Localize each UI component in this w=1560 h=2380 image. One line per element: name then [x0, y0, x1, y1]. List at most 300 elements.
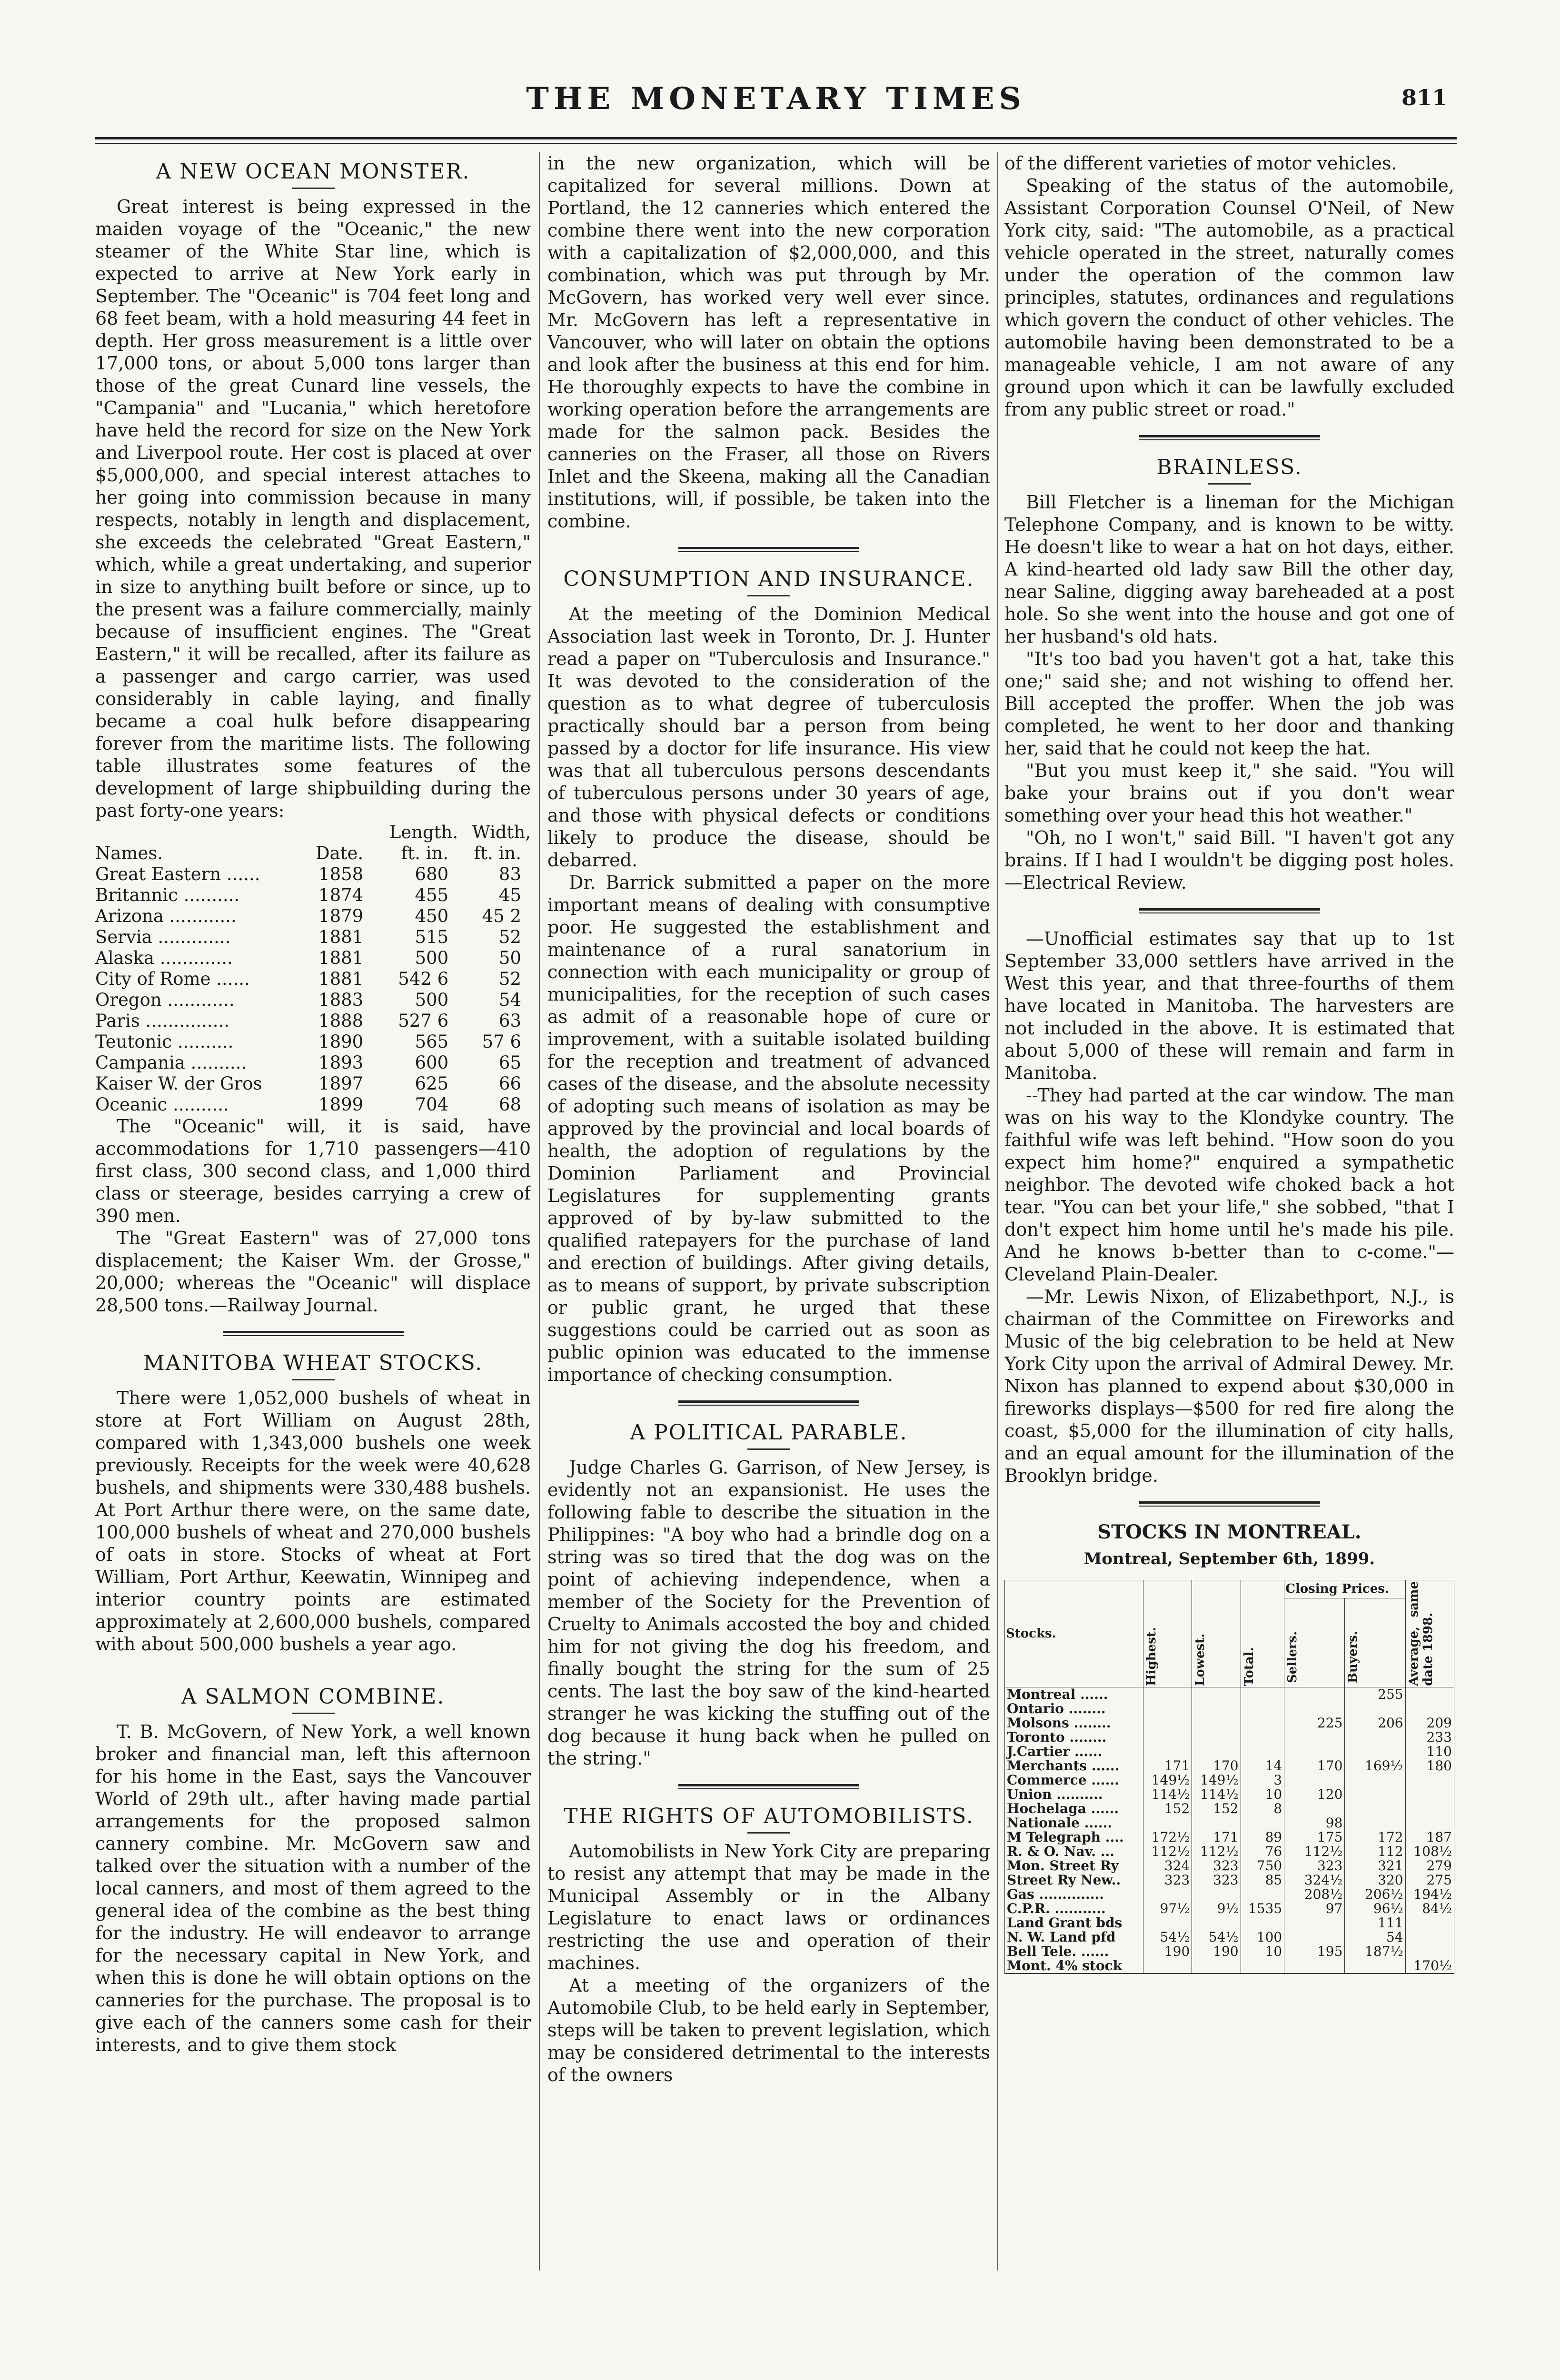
table-row: [95, 969, 531, 990]
stocks-date-line: Montreal, September 6th, 1899.: [1083, 1549, 1375, 1568]
stock-cell-high: [1143, 1702, 1192, 1716]
stock-cell-avg: 84½: [1405, 1902, 1454, 1916]
stock-cell-buyers: [1345, 1787, 1405, 1802]
stock-cell-total: [1241, 1730, 1284, 1745]
table-row: [1005, 1773, 1454, 1787]
stock-cell-low: [1192, 1730, 1241, 1745]
ship-name: Kaiser W. der Gros: [95, 1073, 262, 1094]
table-row: [95, 906, 531, 927]
ship-length: 455: [415, 885, 449, 905]
stock-cell-high: [1143, 1687, 1192, 1702]
stock-cell-total: [1241, 1887, 1284, 1902]
column-divider: [539, 152, 540, 2271]
table-row: [1005, 1959, 1454, 1973]
column-header: ft. in.: [401, 843, 449, 863]
stock-cell-buyers: [1345, 1745, 1405, 1759]
stock-cell-total: 100: [1241, 1930, 1284, 1944]
stock-cell-name: Ontario ........: [1005, 1702, 1143, 1716]
column-header: [1241, 1580, 1284, 1687]
column-header: Date.: [315, 843, 364, 863]
stock-cell-sellers: [1284, 1687, 1345, 1702]
ships-table: [95, 822, 531, 1115]
stock-cell-buyers: 255: [1345, 1687, 1405, 1702]
table-row: [1005, 1816, 1454, 1830]
stock-cell-sellers: 97: [1284, 1902, 1345, 1916]
table-row: [1005, 1859, 1454, 1873]
ship-date: 1881: [318, 948, 364, 968]
heading-dash: [292, 188, 335, 189]
stock-cell-high: 97½: [1143, 1902, 1192, 1916]
ship-name: Campania ..........: [95, 1052, 247, 1073]
column-header: [1143, 1580, 1192, 1687]
stock-cell-low: 149½: [1192, 1773, 1241, 1787]
ship-length: 500: [415, 948, 449, 968]
stock-cell-high: 190: [1143, 1944, 1192, 1959]
stock-cell-sellers: 175: [1284, 1830, 1345, 1844]
ship-width: 66: [498, 1073, 521, 1094]
article-heading-brainless: BRAINLESS.: [1156, 455, 1302, 479]
ship-width: 52: [498, 969, 521, 989]
stock-cell-total: 85: [1241, 1873, 1284, 1887]
ship-length: 704: [415, 1094, 449, 1115]
section-rule: [1139, 908, 1320, 911]
ship-name: City of Rome ......: [95, 969, 250, 989]
article-paragraph: in the new organization, which will be capitalized for several millions. Down at Portland, the 12 canneries which entered the combine there went into the new corporation with a capitalization of $2,000,000, and this combination, which was put through by Mr. McGovern, has worked very well ever since. Mr. McGovern has left a representative in Vancouver, who will later on obtain the options and look after the business at this end for him. He thoroughly expects to have the combine in working operation before the arrangements are made for the salmon pack. Besides the canneries on the Fraser, all those on Rivers Inlet and the Skeena, making all the Canadian institutions, will, if possible, be taken into the combine.: [547, 153, 990, 532]
ship-name: Oregon ............: [95, 990, 235, 1010]
stock-cell-low: [1192, 1816, 1241, 1830]
stock-cell-low: 323: [1192, 1873, 1241, 1887]
stock-cell-total: 8: [1241, 1802, 1284, 1816]
column-3: [1004, 152, 1454, 2271]
stock-cell-sellers: [1284, 1773, 1345, 1787]
ship-width: 57 6: [482, 1031, 521, 1052]
ship-width: 54: [498, 990, 521, 1010]
stock-cell-buyers: [1345, 1773, 1405, 1787]
stock-cell-name: Mon. Street Ry: [1005, 1859, 1143, 1873]
section-rule-thin: [223, 1335, 404, 1336]
table-header-row: [95, 843, 531, 864]
stock-cell-low: 114½: [1192, 1787, 1241, 1802]
column-header: Width,: [472, 822, 531, 843]
stock-cell-avg: 170½: [1405, 1959, 1454, 1973]
article-paragraph: "It's too bad you haven't got a hat, take this one;" said she; and not wishing to offend her. Bill accepted the proffer. When the job was completed, he went to her door and thanking her, said that he could not keep the hat.: [1004, 648, 1454, 759]
stock-cell-sellers: 208½: [1284, 1887, 1345, 1902]
ship-date: 1893: [318, 1052, 364, 1073]
stock-cell-low: 9½: [1192, 1902, 1241, 1916]
stock-cell-sellers: [1284, 1916, 1345, 1930]
article-paragraph: The "Great Eastern" was of 27,000 tons displacement; the Kaiser Wm. der Grosse," 20,000; whereas the "Oceanic" will displace 28,500 tons.—Railway Journal.: [95, 1228, 531, 1316]
stock-cell-low: [1192, 1702, 1241, 1716]
stock-cell-sellers: [1284, 1702, 1345, 1716]
table-row: [1005, 1802, 1454, 1816]
stock-cell-name: Molsons ........: [1005, 1716, 1143, 1730]
stock-cell-sellers: [1284, 1959, 1345, 1973]
article-paragraph: Bill Fletcher is a lineman for the Michigan Telephone Company, and is known to be witty. He doesn't like to wear a hat on hot days, either. A kind-hearted old lady saw Bill the other day, near Saline, digging away bareheaded at a post hole. So she went into the house and got one of her husband's old hats.: [1004, 492, 1454, 647]
stock-cell-total: [1241, 1745, 1284, 1759]
heading-dash: [292, 1379, 335, 1380]
stock-cell-name: Nationale ......: [1005, 1816, 1143, 1830]
stock-cell-avg: [1405, 1702, 1454, 1716]
article-paragraph: Great interest is being expressed in the maiden voyage of the "Oceanic," the new steamer of the White Star line, which is expected to arrive at New York early in September. The "Oceanic" is 704 feet long and 68 feet beam, with a hold measuring 44 feet in depth. Her gross measurement is a little over 17,000 tons, or about 5,000 tons larger than those of the great Cunard line vessels, the "Campania" and "Lucania," which heretofore have held the record for size on the New York and Liverpool route. Her cost is placed at over $5,000,000, and special interest attaches to her going into commission because in many respects, notably in length and displacement, she exceeds the celebrated "Great Eastern," which, while a great undertaking, and superior in size to anything built before or since, up to the present was a failure commercially, mainly because of insufficient engines. The "Great Eastern," it will be recalled, after its failure as a passenger and cargo carrier, was used considerably in cable laying, and finally became a coal hulk before disappearing forever from the maritime lists. The following table illustrates some features of the development of large shipbuilding during the past forty-one years:: [95, 196, 531, 821]
stock-cell-name: Commerce ......: [1005, 1773, 1143, 1787]
stock-cell-name: Union ..........: [1005, 1787, 1143, 1802]
stock-cell-high: 324: [1143, 1859, 1192, 1873]
heading-dash: [747, 1448, 790, 1450]
table-row: [1005, 1787, 1454, 1802]
section-rule: [1139, 435, 1320, 437]
ship-date: 1897: [318, 1073, 364, 1094]
table-row: [95, 990, 531, 1011]
stock-cell-high: 323: [1143, 1873, 1192, 1887]
ship-name: Great Eastern ......: [95, 864, 260, 884]
ship-date: 1899: [318, 1094, 364, 1115]
table-row: [1005, 1902, 1454, 1916]
stock-cell-name: Merchants ......: [1005, 1759, 1143, 1773]
ship-name: Britannic ..........: [95, 885, 240, 905]
stock-cell-high: [1143, 1816, 1192, 1830]
article-paragraph: "Oh, no I won't," said Bill. "I haven't got any brains. If I had I wouldn't be digging post holes.—Electrical Review.: [1004, 827, 1454, 893]
table-row: [95, 927, 531, 948]
stock-cell-high: 172½: [1143, 1830, 1192, 1844]
stock-cell-avg: [1405, 1816, 1454, 1830]
ship-date: 1888: [318, 1011, 364, 1031]
stock-cell-avg: 275: [1405, 1873, 1454, 1887]
section-rule: [678, 1400, 859, 1403]
publication-title: THE MONETARY TIMES: [526, 81, 1026, 117]
article-heading-salmon-combine: A SALMON COMBINE.: [181, 1685, 445, 1709]
stock-cell-high: [1143, 1887, 1192, 1902]
ship-name: Teutonic ..........: [95, 1031, 234, 1052]
table-row: [1005, 1687, 1454, 1702]
stock-cell-high: [1143, 1745, 1192, 1759]
ship-name: Servia .............: [95, 927, 231, 947]
table-row: [1005, 1844, 1454, 1859]
stock-cell-buyers: 96½: [1345, 1902, 1405, 1916]
article-paragraph: Judge Charles G. Garrison, of New Jersey, is evidently not an expansionist. He uses the following fable to describe the situation in the Philippines: "A boy who had a brindle dog on a string was so tired that the dog was on the point of achieving independence, when a member of the Society for the Prevention of Cruelty to Animals accosted the boy and chided him for not giving the dog his freedom, and finally bought the string for the sum of 25 cents. The last the boy saw of the kind-hearted stranger he was kicking the stuffing out of the dog because it hung back when he pulled on the string.": [547, 1457, 990, 1769]
table-row: [1005, 1916, 1454, 1930]
stock-cell-total: [1241, 1687, 1284, 1702]
stock-cell-low: 190: [1192, 1944, 1241, 1959]
section-rule-thin: [678, 1405, 859, 1406]
ship-date: 1881: [318, 969, 364, 989]
column-1: [95, 152, 531, 2271]
table-row: [1005, 1887, 1454, 1902]
stock-cell-sellers: 170: [1284, 1759, 1345, 1773]
stock-cell-name: Hochelaga ......: [1005, 1802, 1143, 1816]
section-rule: [678, 1784, 859, 1786]
stock-cell-buyers: 169½: [1345, 1759, 1405, 1773]
ship-width: 68: [498, 1094, 521, 1115]
stock-cell-sellers: 98: [1284, 1816, 1345, 1830]
table-row: [1005, 1730, 1454, 1745]
article-paragraph: At the meeting of the Dominion Medical Association last week in Toronto, Dr. J. Hunter read a paper on "Tuberculosis and Insurance." It was devoted to the consideration of the question as to what degree of tuberculosis practically should bar a person from being passed by a doctor for life insurance. His view was that all tuberculous persons descendants of tuberculous persons under 30 years of age, and those with physical defects or conditions likely to produce the disease, should be debarred.: [547, 604, 990, 871]
table-row: [1005, 1930, 1454, 1944]
stock-cell-avg: [1405, 1802, 1454, 1816]
stock-cell-buyers: 206: [1345, 1716, 1405, 1730]
stock-cell-avg: [1405, 1916, 1454, 1930]
article-heading-automobilists: THE RIGHTS OF AUTOMOBILISTS.: [564, 1804, 974, 1828]
header-rule-thin: [95, 143, 1457, 144]
section-rule-thin: [1139, 1506, 1320, 1507]
table-row: [95, 1052, 531, 1073]
article-heading-consumption: CONSUMPTION AND INSURANCE.: [563, 567, 974, 591]
stock-cell-avg: 187: [1405, 1830, 1454, 1844]
stock-cell-low: [1192, 1959, 1241, 1973]
table-row: [1005, 1759, 1454, 1773]
section-rule-thin: [1139, 912, 1320, 913]
stock-cell-high: 54½: [1143, 1930, 1192, 1944]
section-rule: [1139, 1501, 1320, 1504]
stock-cell-buyers: [1345, 1702, 1405, 1716]
article-heading-political-parable: A POLITICAL PARABLE.: [630, 1420, 908, 1445]
column-header: ft. in.: [474, 843, 521, 863]
stock-cell-buyers: [1345, 1816, 1405, 1830]
stock-cell-sellers: 112½: [1284, 1844, 1345, 1859]
stock-cell-buyers: [1345, 1730, 1405, 1745]
stock-cell-total: 89: [1241, 1830, 1284, 1844]
stock-cell-name: N. W. Land pfd: [1005, 1930, 1143, 1944]
article-paragraph: T. B. McGovern, of New York, a well known broker and financial man, left this afternoon for his home in the East, says the Vancouver World of 29th ult., after having made partial arrangements for the proposed salmon cannery combine. Mr. McGovern saw and talked over the situation with a number of the local canners, and most of them agreed to the general idea of the combine as the best thing for the industry. He will endeavor to arrange for the necessary capital in New York, and when this is done he will obtain options on the canneries for the purchase. The proposal is to give each of the canners some cash for their interests, and to give them stock: [95, 1721, 531, 2055]
header-total: Total.: [1242, 1647, 1256, 1686]
stocks-table: [1004, 1580, 1454, 1974]
ship-width: 63: [498, 1011, 521, 1031]
stock-cell-low: 54½: [1192, 1930, 1241, 1944]
stock-cell-total: [1241, 1959, 1284, 1973]
stock-cell-low: 112½: [1192, 1844, 1241, 1859]
stock-cell-high: 114½: [1143, 1787, 1192, 1802]
ship-length: 680: [415, 864, 449, 884]
section-rule-thin: [678, 551, 859, 552]
stock-cell-total: [1241, 1716, 1284, 1730]
heading-dash: [292, 1713, 335, 1714]
stock-cell-buyers: 320: [1345, 1873, 1405, 1887]
stock-cell-name: M Telegraph ....: [1005, 1830, 1143, 1844]
stock-cell-name: Land Grant bds: [1005, 1916, 1143, 1930]
stock-cell-total: 14: [1241, 1759, 1284, 1773]
stock-cell-avg: [1405, 1944, 1454, 1959]
stock-cell-name: Gas ..............: [1005, 1887, 1143, 1902]
header-sellers: Sellers.: [1285, 1631, 1300, 1683]
header-buyers: Buyers.: [1346, 1630, 1361, 1683]
ship-date: 1879: [318, 906, 364, 926]
ship-width: 83: [498, 864, 521, 884]
column-header: [1345, 1598, 1405, 1687]
stock-cell-low: 171: [1192, 1830, 1241, 1844]
table-row: [1005, 1716, 1454, 1730]
article-paragraph: Speaking of the status of the automobile, Assistant Corporation Counsel O'Neil, of New York city, said: "The automobile, as a practical vehicle operated in the street, naturally comes under the operation of the common law principles, statutes, ordinances and regulations which govern the conduct of other vehicles. The automobile having been demonstrated to be a manageable vehicle, I am not aware of any ground upon which it can be lawfully excluded from any public street or road.": [1004, 175, 1454, 420]
stock-cell-total: [1241, 1916, 1284, 1930]
table-row: [95, 1031, 531, 1052]
stock-cell-avg: 180: [1405, 1759, 1454, 1773]
stock-cell-sellers: [1284, 1745, 1345, 1759]
ship-date: 1890: [318, 1031, 364, 1052]
table-row: [1005, 1745, 1454, 1759]
header-average: Average, same date 1898.: [1406, 1581, 1435, 1686]
column-header: [1405, 1580, 1454, 1687]
page-number: 811: [1401, 85, 1447, 110]
stock-cell-total: 750: [1241, 1859, 1284, 1873]
ship-name: Alaska .............: [95, 948, 233, 968]
ship-width: 65: [498, 1052, 521, 1073]
ship-width: 52: [498, 927, 521, 947]
column-header: Stocks.: [1005, 1580, 1143, 1687]
stock-cell-avg: 108½: [1405, 1844, 1454, 1859]
header-highest: Highest.: [1144, 1627, 1159, 1686]
stock-cell-high: 112½: [1143, 1844, 1192, 1859]
article-paragraph: "But you must keep it," she said. "You will bake your brains out if you don't wear something over your head this hot weather.": [1004, 760, 1454, 826]
ship-name: Oceanic ..........: [95, 1094, 229, 1115]
stock-cell-name: Montreal ......: [1005, 1687, 1143, 1702]
heading-dash: [747, 595, 790, 596]
stock-cell-buyers: [1345, 1802, 1405, 1816]
table-row: [95, 864, 531, 885]
stock-cell-buyers: 54: [1345, 1930, 1405, 1944]
stock-cell-name: R. & O. Nav. ...: [1005, 1844, 1143, 1859]
section-rule: [678, 547, 859, 549]
stock-cell-name: Street Ry New..: [1005, 1873, 1143, 1887]
column-2: [547, 152, 990, 2271]
table-header-row: [1005, 1580, 1454, 1598]
stock-cell-low: [1192, 1687, 1241, 1702]
table-row: [1005, 1830, 1454, 1844]
stock-cell-avg: [1405, 1930, 1454, 1944]
stock-cell-buyers: 172: [1345, 1830, 1405, 1844]
ship-date: 1874: [318, 885, 364, 905]
ship-width: 45: [498, 885, 521, 905]
stock-cell-high: [1143, 1959, 1192, 1973]
stock-cell-low: 152: [1192, 1802, 1241, 1816]
ship-length: 450: [415, 906, 449, 926]
stock-cell-name: Bell Tele. ......: [1005, 1944, 1143, 1959]
ship-length: 500: [415, 990, 449, 1010]
stocks-heading: STOCKS IN MONTREAL.: [1097, 1521, 1361, 1543]
stock-cell-buyers: 112: [1345, 1844, 1405, 1859]
ship-length: 600: [415, 1052, 449, 1073]
stock-cell-name: Mont. 4% stock: [1005, 1959, 1143, 1973]
stock-cell-sellers: [1284, 1930, 1345, 1944]
section-rule-thin: [678, 1788, 859, 1789]
table-row: [95, 1073, 531, 1094]
article-paragraph: Automobilists in New York City are preparing to resist any attempt that may be made in the Municipal Assembly or in the Albany Legislature to enact laws or ordinances restricting the use and operation of their machines.: [547, 1841, 990, 1973]
column-header: Names.: [95, 843, 163, 863]
stock-cell-sellers: [1284, 1802, 1345, 1816]
stock-cell-buyers: [1345, 1959, 1405, 1973]
stock-cell-low: [1192, 1916, 1241, 1930]
stock-cell-avg: 233: [1405, 1730, 1454, 1745]
stock-cell-total: 1535: [1241, 1902, 1284, 1916]
news-item-klondyke: --They had parted at the car window. The man was on his way to the Klondyke country. The faithful wife was left behind. "How soon do you expect him home?" enquired a sympathetic neighbor. The devoted wife choked back a hot tear. "You can bet your life," she sobbed, "that I don't expect him home until he's made his pile. And he knows b-better than to c-come."—Cleveland Plain-Dealer.: [1004, 1085, 1454, 1285]
ship-date: 1883: [318, 990, 364, 1010]
column-header: [1284, 1598, 1345, 1687]
stock-cell-sellers: 225: [1284, 1716, 1345, 1730]
stock-cell-sellers: [1284, 1730, 1345, 1745]
stock-cell-buyers: 187½: [1345, 1944, 1405, 1959]
stock-cell-sellers: 323: [1284, 1859, 1345, 1873]
heading-dash: [747, 1832, 790, 1834]
stock-cell-total: [1241, 1702, 1284, 1716]
stock-cell-low: [1192, 1716, 1241, 1730]
ship-width: 45 2: [482, 906, 521, 926]
stock-cell-sellers: 195: [1284, 1944, 1345, 1959]
section-rule-thin: [1139, 439, 1320, 440]
stock-cell-total: 10: [1241, 1787, 1284, 1802]
stock-cell-buyers: 111: [1345, 1916, 1405, 1930]
column-header: Length.: [389, 822, 458, 843]
stock-cell-sellers: 120: [1284, 1787, 1345, 1802]
ship-length: 565: [415, 1031, 449, 1052]
ship-length: 542 6: [398, 969, 449, 989]
ship-length: 625: [415, 1073, 449, 1094]
column-header: Closing Prices.: [1284, 1580, 1405, 1598]
article-heading-ocean-monster: A NEW OCEAN MONSTER.: [156, 159, 470, 184]
stock-cell-high: [1143, 1916, 1192, 1930]
table-row: [95, 948, 531, 969]
table-row: [1005, 1873, 1454, 1887]
article-heading-wheat-stocks: MANITOBA WHEAT STOCKS.: [143, 1351, 483, 1375]
masthead: [95, 81, 1457, 133]
article-paragraph: The "Oceanic" will, it is said, have accommodations for 1,710 passengers—410 first class, 300 second class, and 1,000 third class or steerage, besides carrying a crew of 390 men.: [95, 1116, 531, 1226]
article-paragraph: At a meeting of the organizers of the Automobile Club, to be held early in September, steps will be taken to prevent legislation, which may be considered detrimental to the interests of the owners: [547, 1975, 990, 2085]
article-paragraph: Dr. Barrick submitted a paper on the more important means of dealing with consumptive poor. He suggested the establishment and maintenance of a rural sanatorium in connection with each municipality or group of municipalities, for the reception of such cases as admit of a reasonable hope of cure or improvement, with a suitable isolated building for the reception and treatment of advanced cases of the disease, and the absolute necessity of adopting such means of isolation as may be approved by the provincial and local boards of health, the adoption of regulations by the Dominion Parliament and Provincial Legislatures for supplementing grants approved of by by-law submitted to the qualified ratepayers for the purchase of land and erection of buildings. After giving details, as to means of support, by private subscription or public grant, he urged that these suggestions could be carried out as soon as public opinion was educated to the immense importance of checking consumption.: [547, 872, 990, 1385]
stock-cell-buyers: 206½: [1345, 1887, 1405, 1902]
stock-cell-high: 171: [1143, 1759, 1192, 1773]
stock-cell-sellers: 324½: [1284, 1873, 1345, 1887]
stock-cell-name: J.Cartier ......: [1005, 1745, 1143, 1759]
ship-width: 50: [498, 948, 521, 968]
ship-date: 1881: [318, 927, 364, 947]
table-header-row: [95, 822, 531, 843]
header-rule: [95, 137, 1457, 139]
stock-cell-name: C.P.R. ...........: [1005, 1902, 1143, 1916]
header-lowest: Lowest.: [1193, 1633, 1208, 1686]
stock-cell-avg: 110: [1405, 1745, 1454, 1759]
stock-cell-total: [1241, 1816, 1284, 1830]
ship-length: 527 6: [398, 1011, 449, 1031]
stock-cell-total: 10: [1241, 1944, 1284, 1959]
news-item-nixon: —Mr. Lewis Nixon, of Elizabethport, N.J., is chairman of the Committee on Fireworks and Music of the big celebration to be held at New York City upon the arrival of Admiral Dewey. Mr. Nixon has planned to expend about $30,000 in fireworks displays—$500 for red fire along the coast, $5,000 for the illumination of city halls, and an equal amount for the illumination of the Brooklyn bridge.: [1004, 1286, 1454, 1486]
column-divider: [997, 152, 998, 2271]
table-row: [1005, 1702, 1454, 1716]
stock-cell-avg: [1405, 1787, 1454, 1802]
stocks-table-body: [1005, 1687, 1454, 1974]
column-header: [1192, 1580, 1241, 1687]
stock-cell-buyers: 321: [1345, 1859, 1405, 1873]
stock-cell-avg: [1405, 1687, 1454, 1702]
stock-cell-total: 76: [1241, 1844, 1284, 1859]
table-row: [1005, 1944, 1454, 1959]
news-item-settlers: —Unofficial estimates say that up to 1st September 33,000 settlers have arrived in the West this year, and that three-fourths of them have located in Manitoba. The harvesters are not included in the above. It is estimated that about 5,000 of these will remain and farm in Manitoba.: [1004, 928, 1454, 1083]
table-row: [95, 885, 531, 906]
stock-cell-low: [1192, 1887, 1241, 1902]
article-paragraph: of the different varieties of motor vehicles.: [1004, 153, 1397, 174]
stock-cell-total: 3: [1241, 1773, 1284, 1787]
stock-cell-low: 170: [1192, 1759, 1241, 1773]
stock-cell-high: [1143, 1730, 1192, 1745]
stock-cell-name: Toronto ........: [1005, 1730, 1143, 1745]
stock-cell-low: [1192, 1745, 1241, 1759]
stock-cell-avg: [1405, 1773, 1454, 1787]
stock-cell-high: [1143, 1716, 1192, 1730]
ship-name: Paris ...............: [95, 1011, 229, 1031]
ship-name: Arizona ............: [95, 906, 237, 926]
table-row: [95, 1011, 531, 1031]
heading-dash: [1208, 483, 1251, 485]
stock-cell-avg: 209: [1405, 1716, 1454, 1730]
stock-cell-low: 323: [1192, 1859, 1241, 1873]
stock-cell-avg: 194½: [1405, 1887, 1454, 1902]
section-rule: [223, 1331, 404, 1333]
ship-length: 515: [415, 927, 449, 947]
